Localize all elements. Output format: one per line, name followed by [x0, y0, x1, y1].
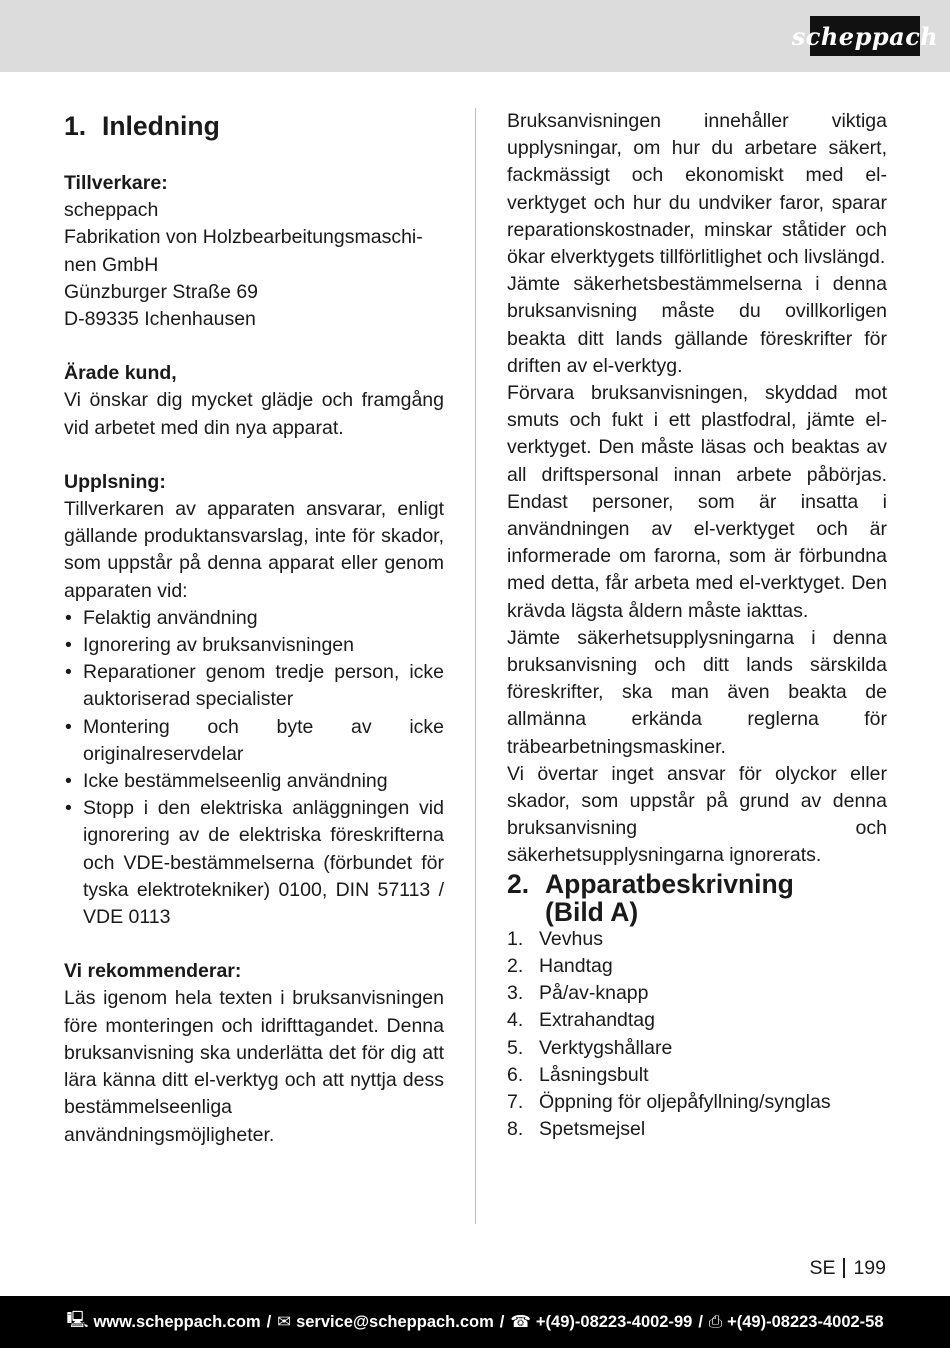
- page-number: [809, 1256, 886, 1280]
- manufacturer-line: D-89335 Ichenhausen: [64, 308, 256, 331]
- list-item: [507, 926, 887, 953]
- section-1-heading: [64, 112, 444, 140]
- section-title: Inledning: [102, 111, 220, 141]
- item-label: Handtag: [539, 954, 613, 977]
- list-item: • Stopp i den elektriska anläggningen vid ignorering av de elektriska föreskrifterna och VDE-bestämmelserna (förbundet för tyska elektrotekniker) 0100, DIN 57113 / VDE 0113: [64, 795, 444, 931]
- left-column: [64, 108, 444, 1149]
- separator: /: [698, 1312, 703, 1331]
- column-divider: [475, 108, 476, 1224]
- section-2-heading: [507, 870, 887, 926]
- page-lang: SE: [809, 1257, 836, 1279]
- list-item: • Icke bestämmelseenlig användning: [64, 768, 444, 795]
- list-item: [507, 1089, 887, 1116]
- computer-icon: 🖳: [66, 1311, 89, 1329]
- manufacturer-label: Tillverkare:: [64, 172, 168, 194]
- liability-list: [64, 605, 444, 931]
- section-number: 2.: [507, 868, 530, 899]
- item-label: Öppning för oljepåfyllning/synglas: [539, 1090, 831, 1113]
- list-item: • Ignorering av bruksanvisningen: [64, 632, 444, 659]
- page-divider: [843, 1258, 845, 1278]
- website-link[interactable]: www.scheppach.com: [93, 1312, 261, 1331]
- list-item: [507, 980, 887, 1007]
- paragraph: Förvara bruksanvisningen, skyddad mot smuts och fukt i ett plastfodral, jämte el-verktyget. Den måste läsas och beaktas av all driftspersonal innan arbete påbörjas. Endast personer, som är insatta i användningen av el-verktyget och är informerade om farorna, som är förbundna med detta, får arbeta med el-verktyget. Den krävda lägsta åldern måste iakttas.: [507, 382, 887, 622]
- list-item: • Reparationer genom tredje person, icke auktoriserad specialister: [64, 659, 444, 713]
- list-item: [507, 1035, 887, 1062]
- recommend-label: Vi rekommenderar:: [64, 960, 242, 983]
- phone-number[interactable]: +(49)-08223-4002-99: [535, 1312, 693, 1331]
- manufacturer-line: nen GmbH: [64, 253, 159, 276]
- recommend-text: Läs igenom hela texten i bruksanvisningen före monteringen och idrifttagandet. Denna bruksanvisning ska underlätta det för dig att lära känna ditt el-verktyg och att nyttja dess bestämmelseenliga användningsmöjligheter.: [64, 987, 444, 1146]
- page-num: 199: [853, 1257, 886, 1279]
- list-item: [507, 953, 887, 980]
- item-number: 3.: [507, 982, 524, 1005]
- phone-icon: ☎: [510, 1313, 531, 1331]
- section-title: [545, 870, 794, 926]
- item-number: 7.: [507, 1090, 524, 1113]
- section-title-line: Apparatbeskrivning: [545, 868, 794, 899]
- parts-list: [507, 926, 887, 1144]
- paragraph: Vi övertar inget ansvar för olyckor eller skador, som uppstår på grund av denna bruksanvisning och säkerhetsupplysningarna ignorerats.: [507, 762, 887, 867]
- section-number: 1.: [64, 111, 87, 141]
- section-title-line: (Bild A): [545, 896, 639, 927]
- paragraph: Jämte säkerhetsupplysningarna i denna bruksanvisning och ditt lands särskilda föreskrifter, ska man även beakta de allmänna erkända reglerna för träbearbetningsmaskiner.: [507, 626, 887, 758]
- paragraph: Bruksanvisningen innehåller viktiga upplysningar, om hur du arbetare säkert, fackmässigt och ekonomiskt med el-verktyget och hur du undviker faror, sparar reparationskostnader, minskar ståtider och ökar elverktygets tillförlitlighet och livslängd.: [507, 110, 887, 269]
- item-label: Verktygshållare: [539, 1036, 673, 1059]
- item-label: Extrahandtag: [539, 1009, 656, 1032]
- footer-contact-bar: [0, 1296, 950, 1348]
- notice-label: Upplsning:: [64, 470, 166, 493]
- separator: /: [266, 1312, 272, 1331]
- right-column: [507, 108, 887, 1143]
- item-label: Låsningsbult: [539, 1063, 649, 1086]
- paragraph: Jämte säkerhetsbestämmelserna i denna bruksanvisning måste du ovillkorligen beakta ditt lands gällande föreskrifter för driften av el-verktyg.: [507, 273, 887, 377]
- item-number: 6.: [507, 1063, 524, 1086]
- scheppach-logo: scheppach: [810, 16, 920, 56]
- dear-customer-label: Ärade kund,: [64, 362, 177, 385]
- dear-customer-text: Vi önskar dig mycket glädje och framgång vid arbetet med din nya apparat.: [64, 389, 444, 439]
- item-label: Vevhus: [539, 927, 603, 950]
- fax-icon: ⎙: [708, 1312, 723, 1331]
- fax-number: +(49)-08223-4002-58: [727, 1312, 884, 1331]
- list-item: [507, 1062, 887, 1089]
- item-number: 1.: [507, 927, 524, 950]
- email-link[interactable]: service@scheppach.com: [296, 1312, 494, 1331]
- item-number: 4.: [507, 1009, 524, 1032]
- header-band: [0, 0, 950, 72]
- list-item: • Felaktig användning: [64, 605, 444, 632]
- item-number: 2.: [507, 954, 524, 977]
- notice-text: Tillverkaren av apparaten ansvarar, enligt gällande produktansvarslag, inte för skador, som uppstår på denna apparat eller genom apparaten vid:: [64, 498, 444, 602]
- manufacturer-line: Günzburger Straße 69: [64, 280, 259, 303]
- manufacturer-line: scheppach: [64, 199, 159, 222]
- manufacturer-line: Fabrikation von Holzbearbeitungsmaschi-: [64, 226, 423, 249]
- separator: /: [499, 1312, 505, 1331]
- list-item: [507, 1007, 887, 1034]
- item-label: Spetsmejsel: [539, 1118, 646, 1141]
- mail-icon: ✉: [277, 1313, 292, 1331]
- item-number: 8.: [507, 1118, 524, 1141]
- list-item: [507, 1116, 887, 1143]
- item-label: På/av-knapp: [539, 982, 649, 1005]
- item-number: 5.: [507, 1036, 524, 1059]
- list-item: • Montering och byte av icke originalreservdelar: [64, 714, 444, 768]
